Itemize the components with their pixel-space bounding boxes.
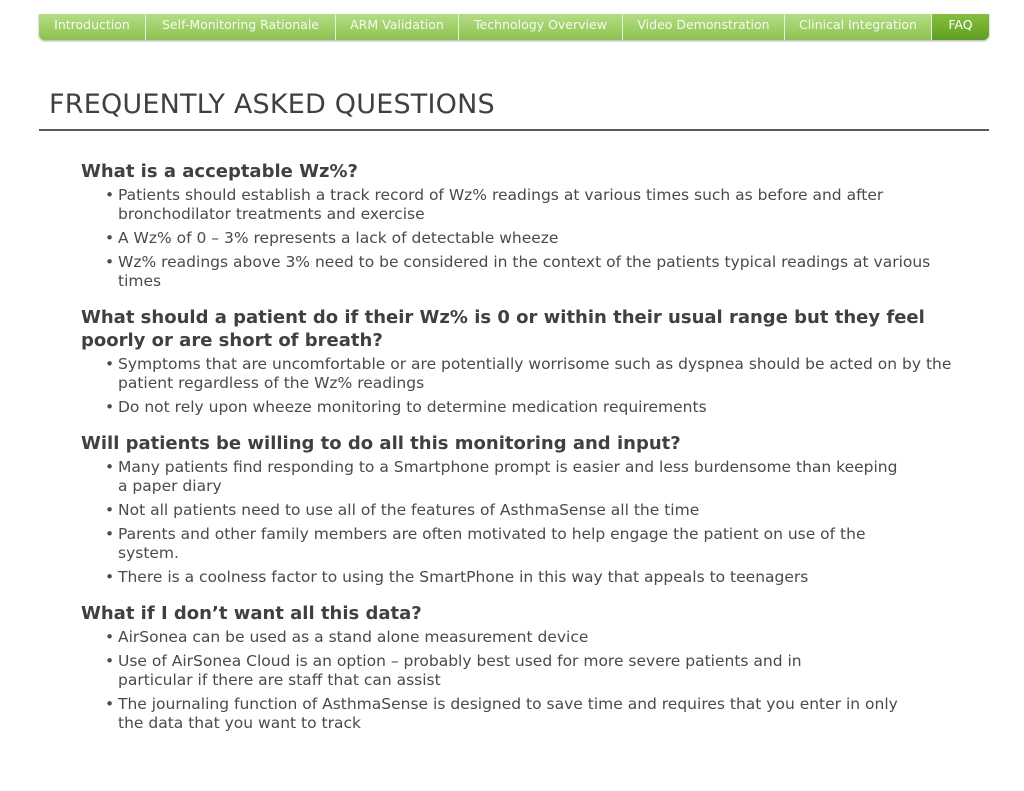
tab-introduction[interactable]: Introduction (39, 14, 146, 40)
faq-item (81, 602, 971, 733)
tab-arm-validation[interactable]: ARM Validation (336, 14, 459, 40)
faq-question: Will patients be willing to do all this monitoring and input? (81, 433, 681, 454)
faq-answers (81, 458, 971, 587)
faq-answer: • Do not rely upon wheeze monitoring to determine medication requirements (81, 398, 971, 417)
faq-answer: • A Wz% of 0 – 3% represents a lack of detectable wheeze (81, 229, 971, 248)
faq-answer: • Parents and other family members are often motivated to help engage the patient on use of the system. (81, 525, 971, 563)
faq-item (81, 306, 971, 417)
faq-answer: • Symptoms that are uncomfortable or are potentially worrisome such as dyspnea should be acted on by the patient regardless of the Wz% readings (81, 355, 971, 393)
faq-answers (81, 628, 971, 733)
faq-question: What if I don’t want all this data? (81, 603, 422, 624)
faq-answer: • The journaling function of AsthmaSense is designed to save time and requires that you enter in only the data that you want to track (81, 695, 971, 733)
page-title: FREQUENTLY ASKED QUESTIONS (49, 89, 495, 120)
tab-clinical-integration[interactable]: Clinical Integration (785, 14, 932, 40)
tab-faq[interactable]: FAQ (932, 14, 989, 40)
faq-answer: • Patients should establish a track record of Wz% readings at various times such as before and after bronchodilator treatments and exercise (81, 186, 971, 224)
faq-answers (81, 186, 971, 291)
faq-answer: • Many patients find responding to a Smartphone prompt is easier and less burdensome than keeping a paper diary (81, 458, 971, 496)
faq-question: What should a patient do if their Wz% is 0 or within their usual range but they feel poorly or are short of breath? (81, 307, 925, 351)
faq-list (81, 160, 971, 748)
faq-answer: • AirSonea can be used as a stand alone measurement device (81, 628, 971, 647)
faq-answer: • Not all patients need to use all of the features of AsthmaSense all the time (81, 501, 971, 520)
tab-technology-overview[interactable]: Technology Overview (459, 14, 623, 40)
tab-self-monitoring-rationale[interactable]: Self-Monitoring Rationale (146, 14, 336, 40)
faq-item (81, 432, 971, 587)
faq-answers (81, 355, 971, 417)
faq-answer: • Use of AirSonea Cloud is an option – probably best used for more severe patients and in particular if there are staff that can assist (81, 652, 971, 690)
tab-video-demonstration[interactable]: Video Demonstration (623, 14, 785, 40)
faq-item (81, 160, 971, 291)
faq-answer: • There is a coolness factor to using the SmartPhone in this way that appeals to teenagers (81, 568, 971, 587)
faq-answer: • Wz% readings above 3% need to be considered in the context of the patients typical readings at various times (81, 253, 971, 291)
faq-question: What is a acceptable Wz%? (81, 161, 358, 182)
title-divider (39, 129, 989, 131)
top-nav-tabs (39, 14, 989, 40)
